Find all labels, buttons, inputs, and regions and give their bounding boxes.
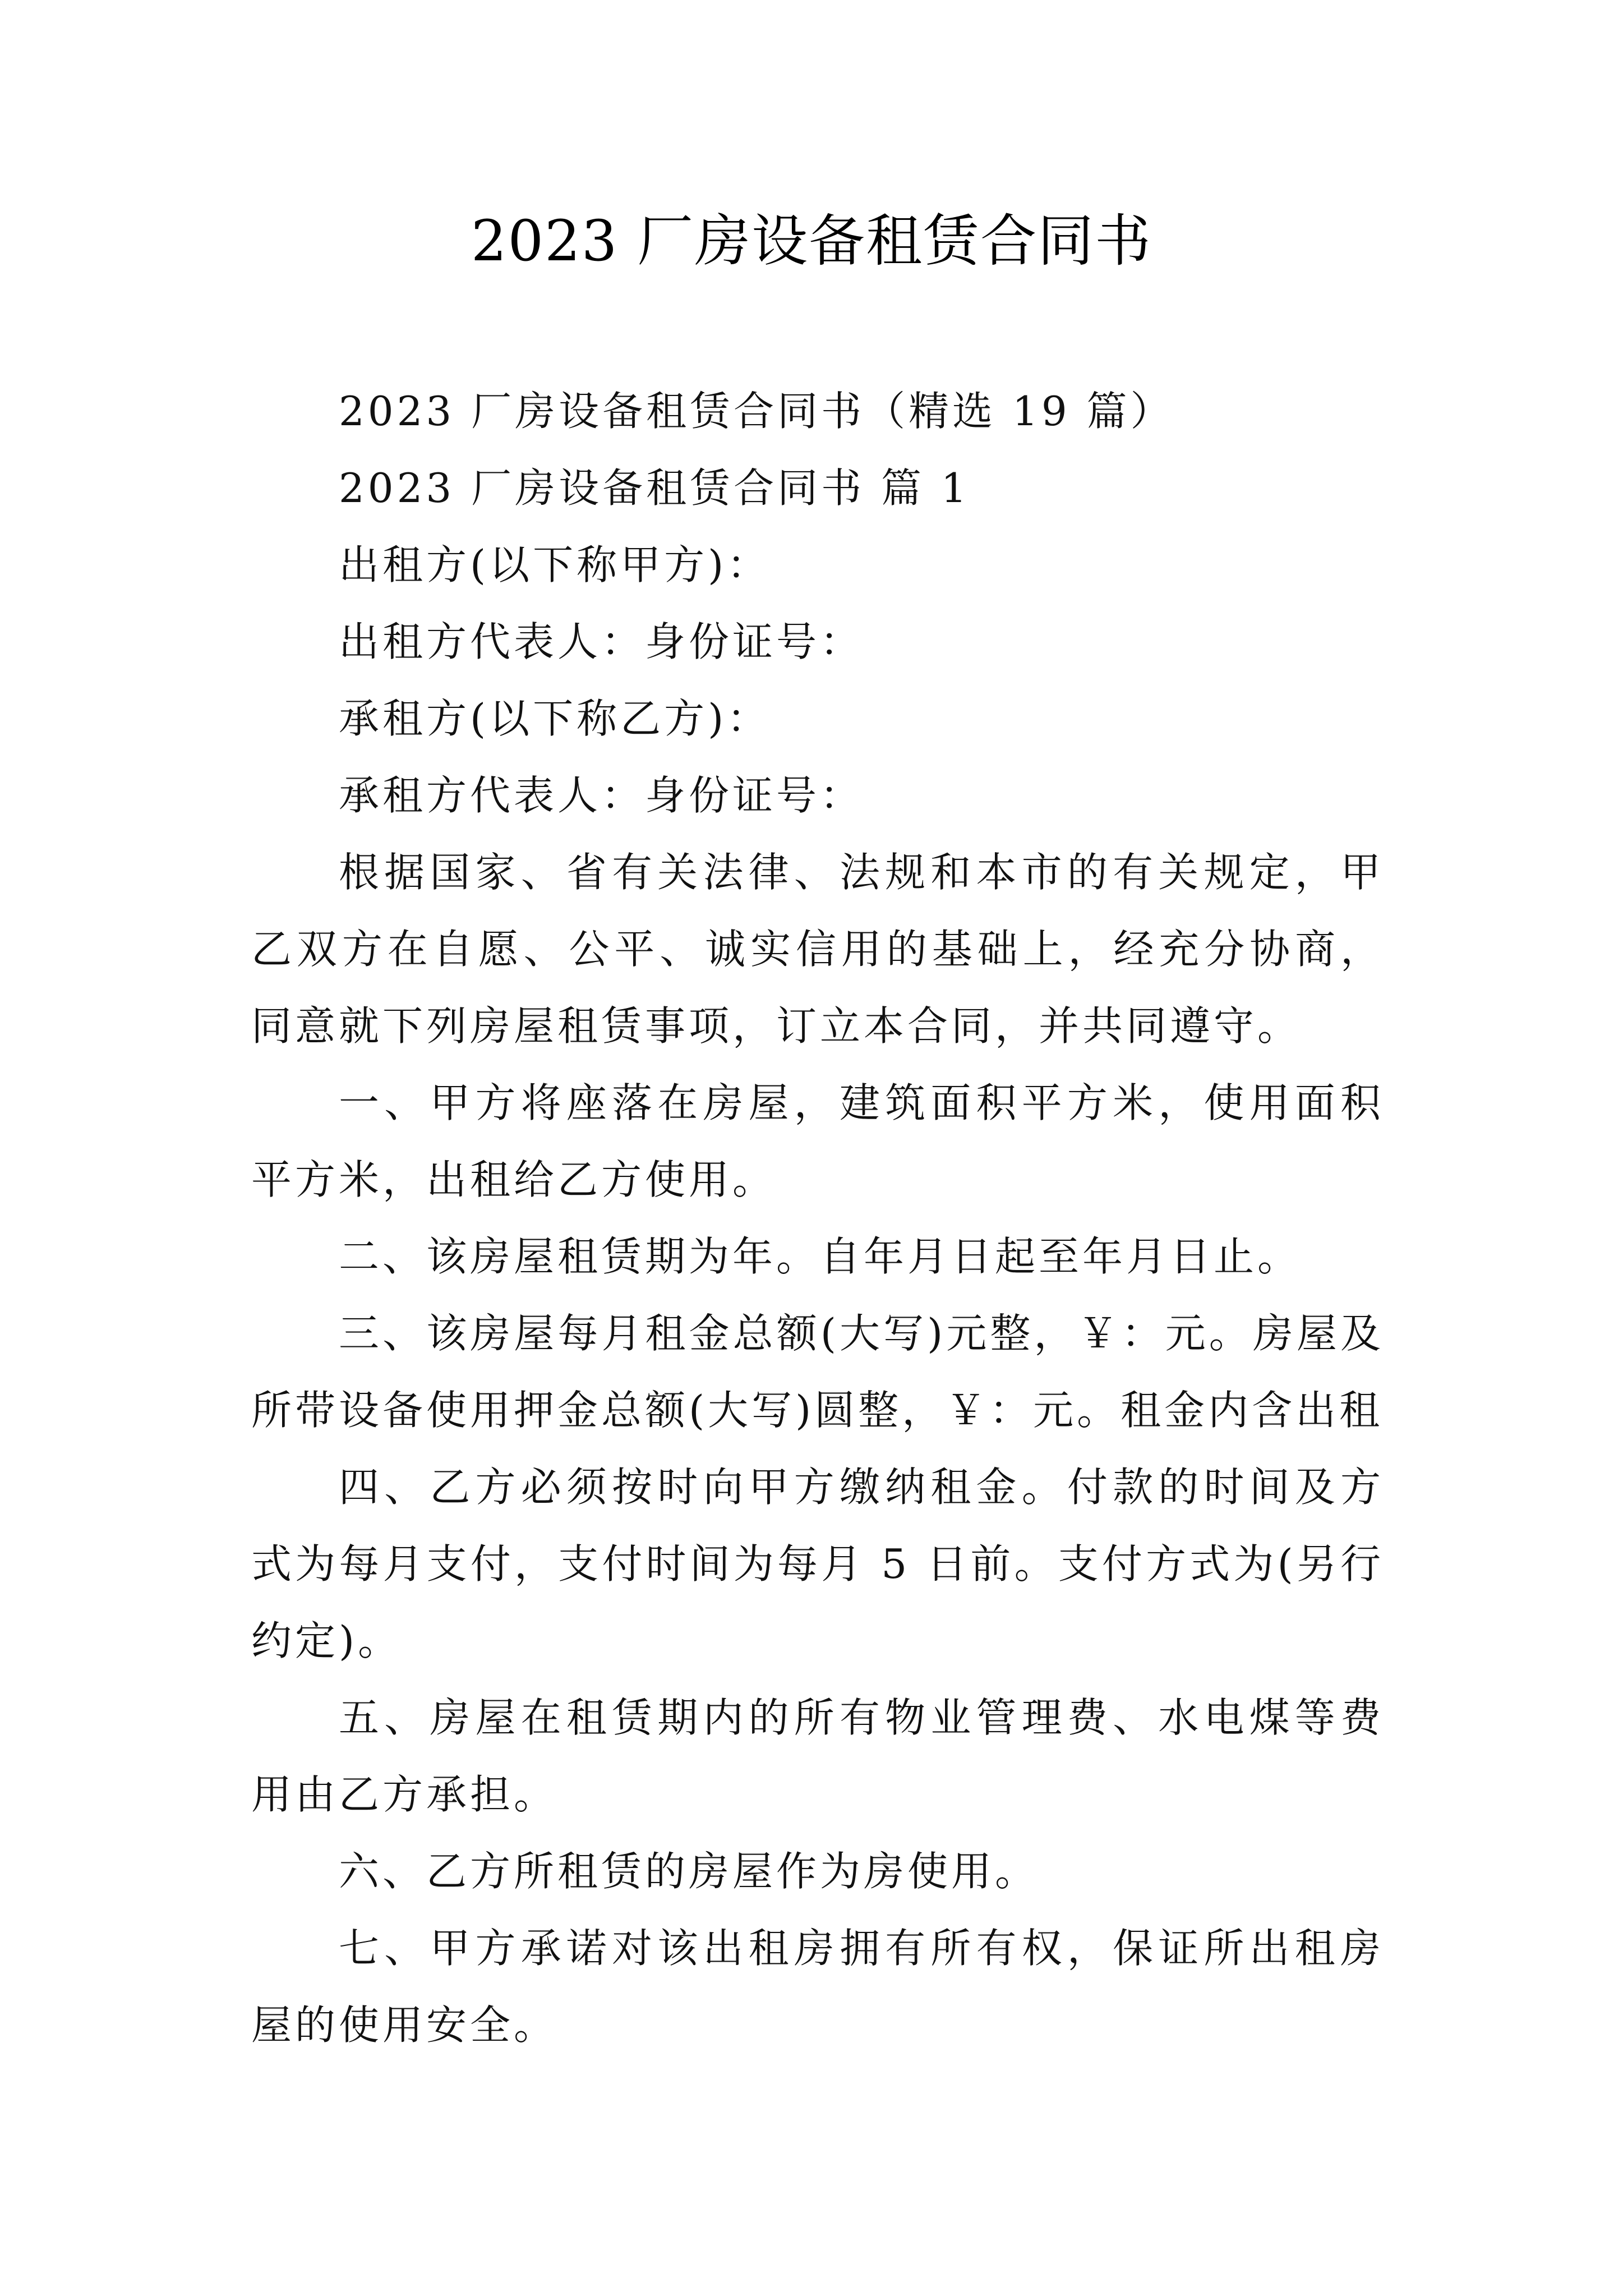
clause-7: 七、甲方承诺对该出租房拥有所有权，保证所出租房屋的使用安全。 xyxy=(251,1925,1384,2049)
lessee-representative-line: 承租方代表人：身份证号： xyxy=(339,772,864,819)
clause-2: 二、该房屋租赁期为年。自年月日起至年月日止。 xyxy=(339,1233,1302,1280)
contract-preamble: 根据国家、省有关法律、法规和本市的有关规定，甲乙双方在自愿、公平、诚实信用的基础上，经充分协商，同意就下列房屋租赁事项，订立本合同，并共同遵守。 xyxy=(251,849,1384,1050)
clause-1: 一、甲方将座落在房屋，建筑面积平方米，使用面积平方米，出租给乙方使用。 xyxy=(251,1079,1384,1203)
document-body xyxy=(251,373,1384,2064)
document-subtitle: 2023 厂房设备租赁合同书（精选 19 篇） xyxy=(339,388,1174,435)
lessor-representative-line: 出租方代表人：身份证号： xyxy=(339,618,864,665)
clause-3: 三、该房屋每月租金总额(大写)元整，￥：元。房屋及所带设备使用押金总额(大写)圆整，￥：元。租金内含出租 xyxy=(251,1310,1384,1434)
section-heading: 2023 厂房设备租赁合同书 篇 1 xyxy=(339,464,970,512)
clause-6: 六、乙方所租赁的房屋作为房使用。 xyxy=(339,1848,1039,1895)
lessor-line: 出租方(以下称甲方)： xyxy=(339,541,771,588)
clause-5: 五、房屋在租赁期内的所有物业管理费、水电煤等费用由乙方承担。 xyxy=(251,1694,1384,1818)
document-title: 2023 厂房设备租赁合同书 xyxy=(471,208,1152,274)
lessee-line: 承租方(以下称乙方)： xyxy=(339,695,771,742)
clause-4: 四、乙方必须按时向甲方缴纳租金。付款的时间及方式为每月支付，支付时间为每月 5 日前。支付方式为(另行约定)。 xyxy=(251,1464,1384,1664)
